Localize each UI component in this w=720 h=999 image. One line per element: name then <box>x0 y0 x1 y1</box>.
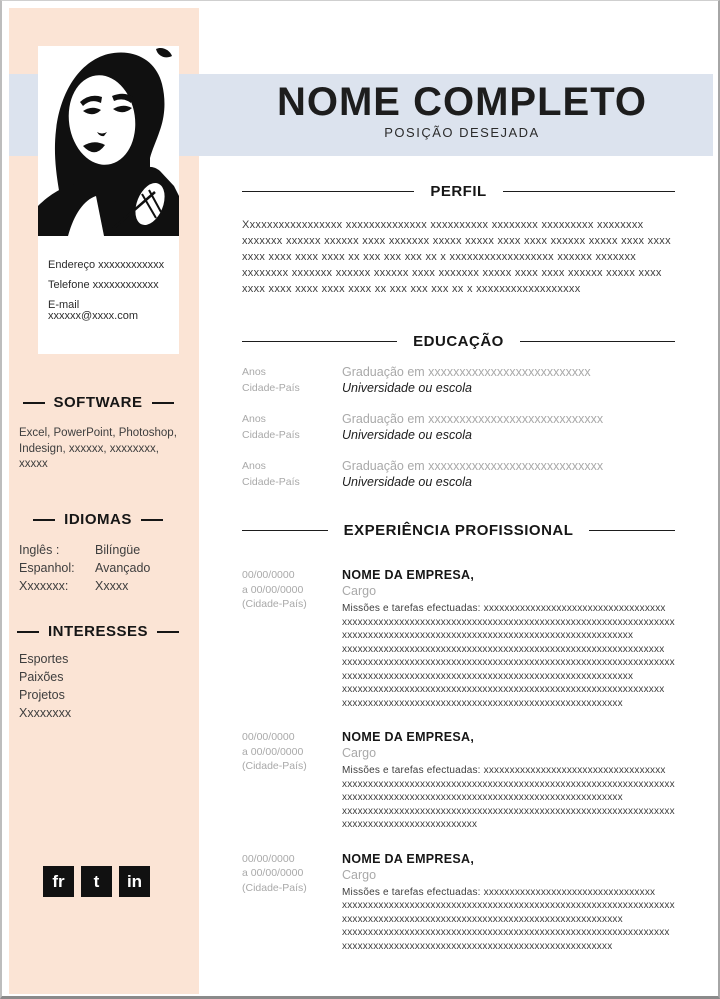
experience-line: xxxxxxxxxxxxxxxxxxxxxxxxxxxxxxxxxxxxxxxxxxxxxxxxxxxxxx <box>342 697 623 709</box>
profile-text <box>242 217 675 297</box>
software-header <box>15 394 181 411</box>
profile-line: xxxx xxxx xxxx xxxx xx xxx xxx xxx xx x xxxxxxxxxxxxxxxxxx xxxxxx xxxxxxx <box>242 251 637 263</box>
experience-line: xxxxxxxxxxxxxxxxxxxxxxxxxxxxxxxxxxxxxxxxxxxxxxxxxxxxxxxxxxxxxxxx <box>342 805 675 817</box>
experience-role: Cargo <box>342 584 377 598</box>
interests-section <box>15 623 181 720</box>
language-row <box>19 541 181 559</box>
education-location: Cidade-País <box>242 382 300 394</box>
experience-line: xxxxxxxxxxxxxxxxxxxxxxxxxxxxxxxxxxxxxxxxxxxxxxxxxxxxxxxx <box>342 670 634 682</box>
software-title: SOFTWARE <box>53 394 143 411</box>
experience-company: NOME DA EMPRESA, <box>342 851 475 866</box>
dash-line <box>17 631 39 633</box>
experience-role: Cargo <box>342 867 377 882</box>
experience-detail <box>342 568 675 710</box>
experience-list <box>242 568 675 953</box>
education-location: Cidade-País <box>242 429 300 441</box>
experience-date-to: a 00/00/0000 <box>242 583 304 596</box>
rule-line <box>589 530 675 532</box>
education-school: Universidade ou escola <box>342 381 472 395</box>
contact-phone: Telefone xxxxxxxxxxxx <box>48 279 159 291</box>
experience-line: xxxxxxxxxxxxxxxxxxxxxxxxxxxxxxxxxxxxxxxxxxxxxxxxxxxxxx <box>342 913 623 925</box>
language-level: Bilíngüe <box>95 543 141 557</box>
tumblr-icon[interactable]: t <box>81 866 112 897</box>
education-location: Cidade-País <box>242 476 300 488</box>
experience-detail <box>342 852 675 954</box>
experience-meta <box>242 730 342 832</box>
experience-detail <box>342 730 675 832</box>
experience-line: Missões e tarefas efectuadas: xxxxxxxxxxxxxxxxxxxxxxxxxxxxxxxxxxx <box>342 603 666 614</box>
experience-company: NOME DA EMPRESA, <box>342 568 475 582</box>
experience-line: xxxxxxxxxxxxxxxxxxxxxxxxxxxxxxxxxxxxxxxxxxxxxxxxxxxxxxxxxxxxxx <box>342 684 665 695</box>
experience-date-to: a 00/00/0000 <box>242 745 304 758</box>
rule-line <box>242 341 397 343</box>
experience-line: xxxxxxxxxxxxxxxxxxxxxxxxxxxxxxxxxxxxxxxxxxxxxxxxxxxxxxxxxxxxxxxx <box>342 900 675 911</box>
language-level: Xxxxx <box>95 579 129 593</box>
profile-header <box>242 183 675 200</box>
education-school: Universidade ou escola <box>342 475 472 489</box>
education-degree: Graduação em xxxxxxxxxxxxxxxxxxxxxxxxxxxx <box>342 412 604 426</box>
education-meta <box>242 458 342 490</box>
experience-line: xxxxxxxxxxxxxxxxxxxxxxxxxx <box>342 819 478 830</box>
education-list <box>242 364 675 490</box>
language-name: Xxxxxxx: <box>19 579 69 593</box>
experience-entry <box>242 852 675 954</box>
education-detail <box>342 411 603 443</box>
education-years: Anos <box>242 460 266 472</box>
rule-line <box>503 191 675 193</box>
profile-line: xxxxxxx xxxxxx xxxxxx xxxx xxxxxxx xxxxx xxxxx xxxx xxxx xxxxxx xxxxx xxxx xxxx <box>242 235 671 247</box>
experience-header <box>242 522 675 539</box>
experience-entry <box>242 730 675 832</box>
photo-card <box>38 46 179 354</box>
language-name: Inglês : <box>19 543 60 557</box>
rule-line <box>242 191 414 193</box>
experience-location: (Cidade-País) <box>242 881 307 894</box>
experience-date-to: a 00/00/0000 <box>242 867 304 879</box>
experience-description <box>342 764 675 832</box>
experience-description <box>342 886 675 954</box>
profile-line: xxxx xxxx xxxx xxxx xxxx xx xxx xxx xxx xx x xxxxxxxxxxxxxxxxxx <box>242 283 581 295</box>
experience-line: xxxxxxxxxxxxxxxxxxxxxxxxxxxxxxxxxxxxxxxxxxxxxxxxxxxx <box>342 940 613 952</box>
dash-line <box>23 402 45 404</box>
education-entry <box>242 458 675 490</box>
software-list: Excel, PowerPoint, Photoshop, Indesign, xxxxxx, xxxxxxxx, xxxxx <box>19 427 177 470</box>
languages-section <box>15 511 181 595</box>
interests-header <box>15 623 181 640</box>
languages-header <box>15 511 181 528</box>
education-header <box>242 333 675 350</box>
experience-line: xxxxxxxxxxxxxxxxxxxxxxxxxxxxxxxxxxxxxxxxxxxxxxxxxxxxxxxx <box>342 630 634 641</box>
experience-line: Missões e tarefas efectuadas: xxxxxxxxxxxxxxxxxxxxxxxxxxxxxxxxxxx <box>342 765 666 776</box>
experience-line: xxxxxxxxxxxxxxxxxxxxxxxxxxxxxxxxxxxxxxxxxxxxxxxxxxxxxxxxxxxxxx <box>342 643 665 655</box>
language-row <box>19 559 181 577</box>
dash-line <box>33 519 55 521</box>
education-degree: Graduação em xxxxxxxxxxxxxxxxxxxxxxxxxxxx <box>342 459 604 473</box>
experience-date-from: 00/00/0000 <box>242 852 295 865</box>
interest-item: Esportes <box>19 652 69 666</box>
education-school: Universidade ou escola <box>342 428 472 442</box>
rule-line <box>242 530 328 532</box>
languages-title: IDIOMAS <box>64 511 132 528</box>
experience-location: (Cidade-País) <box>242 598 307 610</box>
interest-item: Paixões <box>19 670 64 684</box>
education-entry <box>242 364 675 396</box>
experience-line: Missões e tarefas efectuadas: xxxxxxxxxxxxxxxxxxxxxxxxxxxxxxxxx <box>342 886 656 898</box>
portrait-photo <box>38 46 179 236</box>
education-entry <box>242 411 675 443</box>
dash-line <box>141 519 163 521</box>
main-column <box>242 156 675 973</box>
experience-title: EXPERIÊNCIA PROFISSIONAL <box>343 522 574 539</box>
language-name: Espanhol: <box>19 561 75 575</box>
full-name: NOME COMPLETO <box>276 80 648 124</box>
interests-title: INTERESSES <box>47 623 149 640</box>
linkedin-icon[interactable]: in <box>119 866 150 897</box>
experience-entry <box>242 568 675 710</box>
experience-line: xxxxxxxxxxxxxxxxxxxxxxxxxxxxxxxxxxxxxxxxxxxxxxxxxxxxxxxxxxxxxxx <box>342 927 670 938</box>
education-title: EDUCAÇÃO <box>413 333 504 350</box>
dash-line <box>152 402 174 404</box>
desired-position: POSIÇÃO DESEJADA <box>384 125 540 140</box>
education-detail <box>342 458 603 490</box>
experience-company: NOME DA EMPRESA, <box>342 730 475 744</box>
interest-item: Projetos <box>19 688 65 702</box>
profile-line: xxxxxxxx xxxxxxx xxxxxx xxxxxx xxxx xxxxxxx xxxxx xxxx xxxx xxxxxx xxxxx xxxx <box>242 267 662 279</box>
dash-line <box>157 631 179 633</box>
experience-line: xxxxxxxxxxxxxxxxxxxxxxxxxxxxxxxxxxxxxxxxxxxxxxxxxxxxxxxxxxxxxxxx <box>342 616 675 628</box>
education-years: Anos <box>242 366 266 378</box>
language-level: Avançado <box>95 561 151 575</box>
languages-list <box>15 541 181 595</box>
rule-line <box>520 341 675 343</box>
language-row <box>19 577 181 595</box>
contact-address: Endereço xxxxxxxxxxxx <box>48 259 165 271</box>
flickr-icon[interactable]: fr <box>43 866 74 897</box>
experience-meta <box>242 852 342 954</box>
experience-location: (Cidade-País) <box>242 760 307 772</box>
education-degree: Graduação em xxxxxxxxxxxxxxxxxxxxxxxxxx <box>342 365 591 379</box>
experience-date-from: 00/00/0000 <box>242 731 295 743</box>
header <box>242 81 682 140</box>
software-section <box>15 394 181 473</box>
education-detail <box>342 364 591 396</box>
interests-list <box>15 650 181 720</box>
contact-email: E-mail xxxxxx@xxxx.com <box>48 299 139 322</box>
profile-title: PERFIL <box>430 183 487 200</box>
education-meta <box>242 364 342 396</box>
experience-role: Cargo <box>342 746 377 760</box>
contact-block <box>38 236 179 322</box>
experience-line: xxxxxxxxxxxxxxxxxxxxxxxxxxxxxxxxxxxxxxxxxxxxxxxxxxxxxxxxxxxxxxxx <box>342 657 675 668</box>
experience-line: xxxxxxxxxxxxxxxxxxxxxxxxxxxxxxxxxxxxxxxxxxxxxxxxxxxxxxxxxxxxxxxx <box>342 778 675 790</box>
education-years: Anos <box>242 413 266 425</box>
interest-item-clipped: Xxxxxxxx <box>19 706 72 720</box>
social-links <box>43 866 150 897</box>
experience-meta <box>242 568 342 710</box>
profile-line: Xxxxxxxxxxxxxxxxx xxxxxxxxxxxxxx xxxxxxxxxx xxxxxxxx xxxxxxxxx xxxxxxxx <box>242 219 644 231</box>
experience-date-from: 00/00/0000 <box>242 569 295 581</box>
experience-description <box>342 602 675 710</box>
experience-line: xxxxxxxxxxxxxxxxxxxxxxxxxxxxxxxxxxxxxxxxxxxxxxxxxxxxxx <box>342 792 623 803</box>
education-meta <box>242 411 342 443</box>
